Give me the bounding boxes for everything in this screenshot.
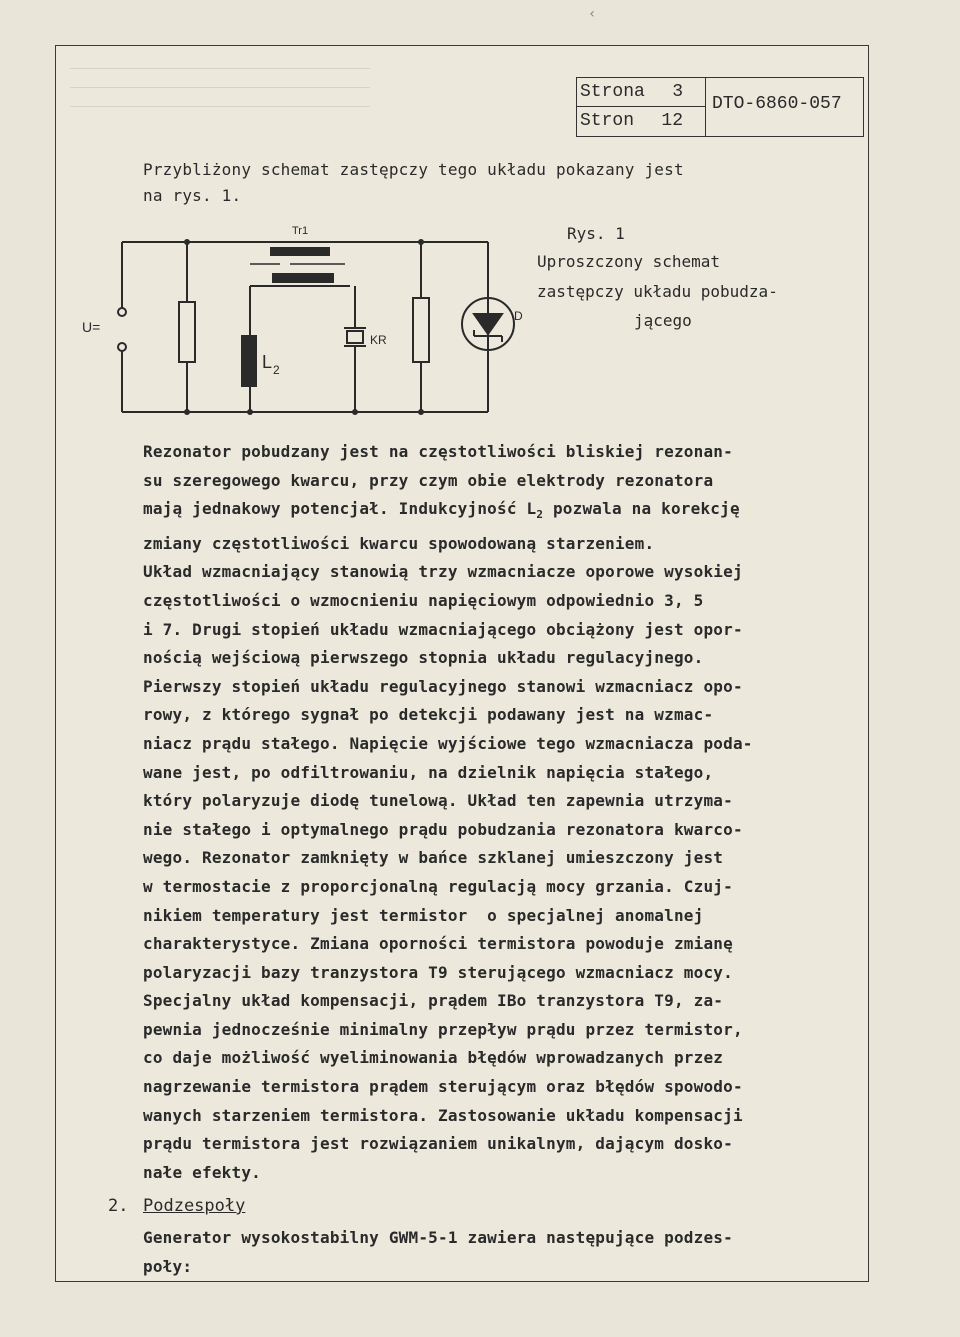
- body-line: nałe efekty.: [143, 1162, 261, 1182]
- page-header-box: [576, 77, 864, 137]
- body-line: prądu termistora jest rozwiązaniem unikalnym, dającym dosko-: [143, 1134, 733, 1154]
- body-line: charakterystyce. Zmiana oporności termistora powoduje zmianę: [143, 934, 733, 954]
- intro-paragraph: [143, 157, 684, 209]
- label-u: U=: [82, 319, 101, 335]
- body-line: su szeregowego kwarcu, przy czym obie elektrody rezonatora: [143, 470, 714, 490]
- figure-caption-line: Uproszczony schemat: [537, 252, 721, 271]
- body-line: częstotliwości o wzmocnieniu napięciowym odpowiednio 3, 5: [143, 590, 704, 610]
- corner-mark: ‹: [588, 6, 597, 22]
- body-line-part: pozwala na korekcję: [543, 499, 740, 519]
- label-tr1: Tr1: [292, 225, 309, 237]
- tunnel-diode-triangle: [474, 314, 502, 334]
- body-line: Specjalny układ kompensacji, prądem IBo tranzystora T9, za-: [143, 991, 724, 1011]
- body-line: zmiany częstotliwości kwarcu spowodowaną starzeniem.: [143, 533, 655, 553]
- strona-label: Strona: [580, 82, 645, 102]
- body-line: który polaryzuje diodę tunelową. Układ ten zapewnia utrzyma-: [143, 791, 733, 811]
- faint-show-through: [70, 50, 370, 110]
- body-line: i 7. Drugi stopień układu wzmacniającego obciążony jest opor-: [143, 619, 743, 639]
- body-line: nie stałego i optymalnego prądu pobudzania rezonatora kwarco-: [143, 819, 743, 839]
- body-line: nością wejściową pierwszego stopnia układu regulacyjnego.: [143, 648, 704, 668]
- inductor-l2: [241, 335, 257, 387]
- strona-value: 3: [672, 82, 683, 102]
- stron-value: 12: [661, 111, 683, 131]
- transformer-primary: [270, 247, 330, 256]
- transformer-secondary: [272, 273, 334, 283]
- label-kr: KR: [370, 333, 387, 347]
- label-d: D: [514, 309, 523, 323]
- body-line: polaryzacji bazy tranzystora T9 sterującego wzmacniacz mocy.: [143, 962, 733, 982]
- intro-line: Przybliżony schemat zastępczy tego układu pokazany jest: [143, 160, 684, 179]
- section-number: 2.: [108, 1196, 129, 1216]
- label-l2: L: [262, 352, 273, 372]
- terminal-bottom: [118, 343, 126, 351]
- section-line: poły:: [143, 1257, 193, 1276]
- body-line: wego. Rezonator zamknięty w bańce szklanej umieszczony jest: [143, 848, 724, 868]
- resistor-1: [179, 302, 195, 362]
- section-paragraph: [143, 1223, 733, 1281]
- circuit-diagram: [80, 220, 540, 424]
- body-line: nikiem temperatury jest termistor o specjalnej anomalnej: [143, 905, 704, 925]
- body-line: niacz prądu stałego. Napięcie wyjściowe tego wzmacniacza poda-: [143, 733, 753, 753]
- body-line: co daje możliwość wyeliminowania błędów wprowadzanych przez: [143, 1048, 724, 1068]
- crystal-kr: [347, 331, 363, 343]
- label-l2-sub: 2: [273, 363, 280, 377]
- body-line: w termostacie z proporcjonalną regulacją mocy grzania. Czuj-: [143, 876, 733, 896]
- section-line: Generator wysokostabilny GWM-5-1 zawiera następujące podzes-: [143, 1228, 733, 1247]
- figure-caption-line: zastępczy układu pobudza-: [537, 282, 778, 301]
- document-code: DTO-6860-057: [712, 94, 842, 114]
- circuit-svg: [80, 220, 540, 420]
- strona-row: [577, 78, 705, 107]
- subscript: 2: [536, 508, 544, 522]
- body-line: wane jest, po odfiltrowaniu, na dzielnik napięcia stałego,: [143, 762, 714, 782]
- body-line: nagrzewanie termistora prądem sterującym oraz błędów spowodo-: [143, 1077, 743, 1097]
- stron-row: [577, 107, 705, 136]
- body-line: Pierwszy stopień układu regulacyjnego stanowi wzmacniacz opo-: [143, 676, 743, 696]
- body-line: [143, 499, 740, 522]
- terminal-top: [118, 308, 126, 316]
- body-line: pewnia jednocześnie minimalny przepływ prądu przez termistor,: [143, 1019, 743, 1039]
- stron-label: Stron: [580, 111, 635, 131]
- figure-caption-number: Rys. 1: [567, 224, 625, 243]
- body-line: rowy, z którego sygnał po detekcji podawany jest na wzmac-: [143, 705, 714, 725]
- figure-caption-line: jącego: [634, 311, 692, 330]
- body-line-part: mają jednakowy potencjał. Indukcyjność L: [143, 499, 537, 519]
- body-line: wanych starzeniem termistora. Zastosowanie układu kompensacji: [143, 1105, 743, 1125]
- body-paragraph: [143, 438, 753, 1187]
- body-line: Rezonator pobudzany jest na częstotliwości bliskiej rezonan-: [143, 442, 733, 461]
- intro-line: na rys. 1.: [143, 186, 242, 205]
- page-count-cell: [577, 78, 706, 136]
- resistor-2: [413, 298, 429, 362]
- body-line: Układ wzmacniający stanowią trzy wzmacniacze oporowe wysokiej: [143, 562, 743, 582]
- section-title: Podzespoły: [143, 1196, 246, 1216]
